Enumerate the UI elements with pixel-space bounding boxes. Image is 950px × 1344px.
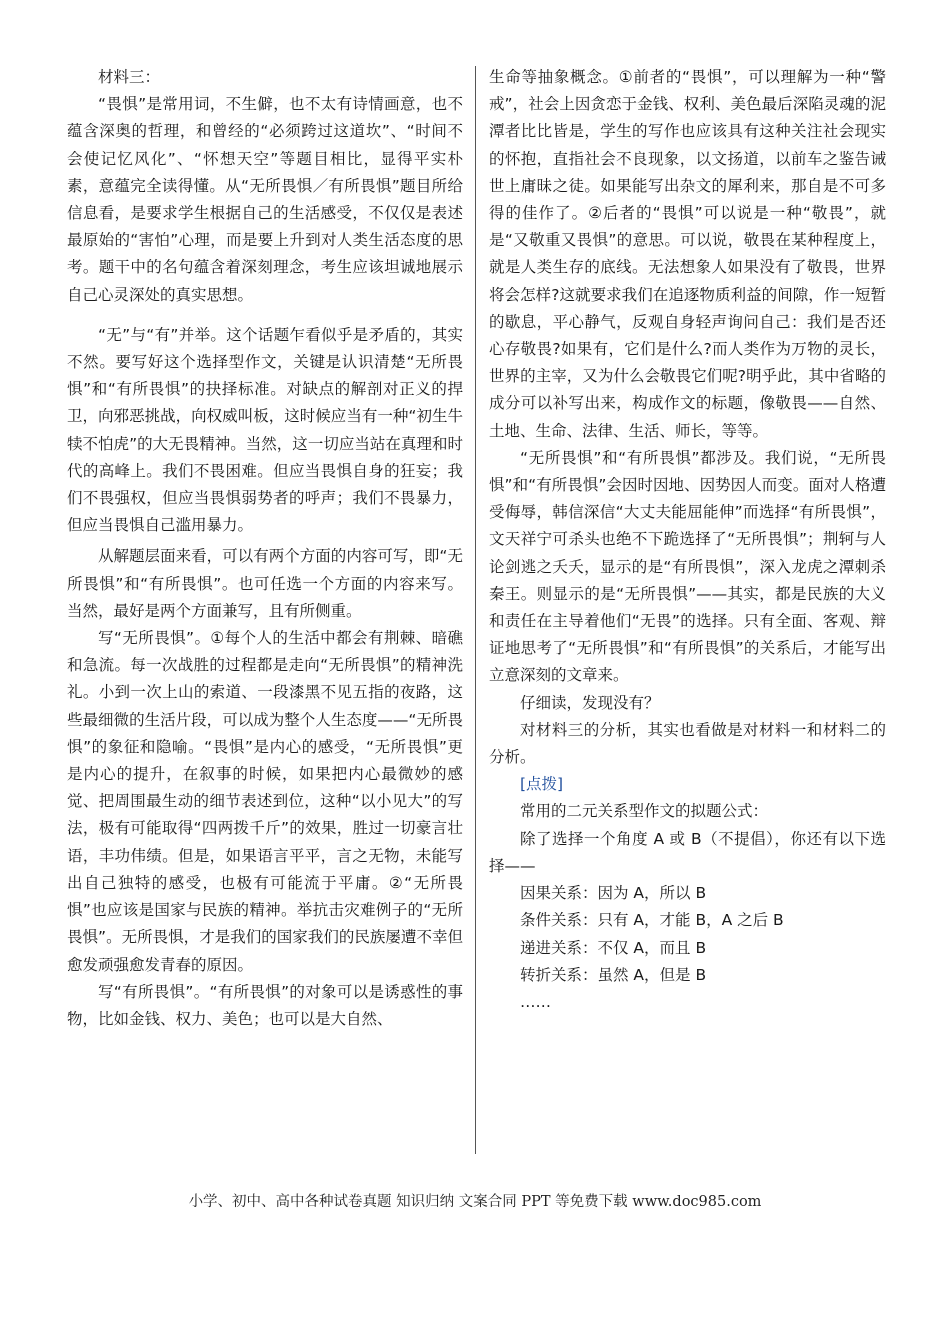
left-paragraph-4: 写“无所畏惧”。①每个人的生活中都会有荆棘、暗礁和急流。每一次战胜的过程都是走向“无所畏惧”的精神洗礼。小到一次上山的索道、一段漆黑不见五指的夜路，这些最细微的生活片段，可以成为整个人生态度——“无所畏惧”的象征和隐喻。“畏惧”是内心的感受，“无所畏惧”更是内心的提升，在叙事的时候，如果把内心最微妙的感觉、把周围最生动的细节表述到位，这种“以小见大”的写法，极有可能取得“四两拨千斤”的效果，胜过一切豪言壮语，丰功伟绩。但是，如果语言平平，言之无物，未能写出自己独特的感受，也极有可能流于平庸。②“无所畏惧”也应该是国家与民族的精神。举抗击灾难例子的“无所畏惧”。无所畏惧，才是我们的国家我们的民族屡遭不幸但愈发顽强愈发青春的原因。 bbox=[67, 629, 463, 974]
formula-progression: 递进关系：不仅 A，而且 B bbox=[520, 938, 707, 957]
right-paragraph-3: 仔细读，发现没有？ bbox=[520, 693, 660, 712]
ellipsis: …… bbox=[520, 992, 551, 1011]
right-paragraph-2: “无所畏惧”和“有所畏惧”都涉及。我们说，“无所畏惧”和“有所畏惧”会因时因地、因势因人而变。面对人格遭受侮辱，韩信深信“大丈夫能屈能伸”而选择“有所畏惧”，文天祥宁可杀头也绝不下跪选择了“无所畏惧”；荆轲与人论剑逃之夭夭，显示的是“有所畏惧”，深入龙虎之潭刺杀秦王。则显示的是“无所畏惧”——其实，都是民族的大义和责任在主导着他们“无畏”的选择。只有全面、客观、辩证地思考了“无所畏惧”和“有所畏惧”的关系后，才能写出立意深刻的文章来。 bbox=[489, 448, 886, 685]
material-heading: 材料三： bbox=[98, 68, 161, 86]
tip-label: [点拨] bbox=[520, 775, 564, 794]
formula-transition: 转折关系：虽然 A，但是 B bbox=[520, 965, 707, 984]
formula-cause-effect: 因果关系：因为 A，所以 B bbox=[520, 884, 707, 903]
column-divider bbox=[475, 66, 476, 1154]
left-paragraph-1: “畏惧”是常用词，不生僻，也不太有诗情画意，也不蕴含深奥的哲理，和曾经的“必须跨过这道坎”、“时间不会使记忆风化”、“怀想天空”等题目相比，显得平实朴素，意蕴完全读得懂。从“无所畏惧／有所畏惧”题目所给信息看，是要求学生根据自己的生活感受，不仅仅是表述最原始的“害怕”心理，而是要上升到对人类生活态度的思考。题干中的名句蕴含着深刻理念，考生应该坦诚地展示自己心灵深处的真实思想。 bbox=[67, 95, 463, 304]
formula-condition: 条件关系：只有 A，才能 B，A 之后 B bbox=[520, 911, 784, 930]
right-paragraph-1: 生命等抽象概念。①前者的“畏惧”，可以理解为一种“警戒”，社会上因贪恋于金钱、权利、美色最后深陷灵魂的泥潭者比比皆是，学生的写作也应该具有这种关注社会现实的怀抱，直指社会不良现象，以文扬道，以前车之鉴告诫世上庸昧之徒。如果能写出杂文的犀利来，那自是不可多得的佳作了。②后者的“畏惧”可以说是一种“敬畏”，就是“又敬重又畏惧”的意思。可以说，敬畏在某种程度上，就是人类生存的底线。无法想象人如果没有了敬畏，世界将会怎样?这就要求我们在追逐物质利益的间隙，作一短暂的歇息，平心静气，反观自身轻声询问自己：我们是否还心存敬畏?如果有，它们是什么?而人类作为万物的灵长，世界的主宰，又为什么会敬畏它们呢?明乎此，其中省略的成分可以补写出来，构成作文的标题，像敬畏——自然、土地、生命、法律、生活、师长，等等。 bbox=[489, 68, 886, 440]
formula-intro: 除了选择一个角度 A 或 B（不提倡），你还有以下选择—— bbox=[489, 829, 886, 875]
left-paragraph-3: 从解题层面来看，可以有两个方面的内容可写，即“无所畏惧”和“有所畏惧”。也可任选一个方面的内容来写。当然，最好是两个方面兼写，且有所侧重。 bbox=[67, 547, 463, 620]
formula-title: 常用的二元关系型作文的拟题公式： bbox=[520, 802, 769, 821]
left-paragraph-2: “无”与“有”并举。这个话题乍看似乎是矛盾的，其实不然。要写好这个选择型作文，关键是认识清楚“无所畏惧”和“有所畏惧”的抉择标准。对缺点的解剖对正义的捍卫，向邪恶挑战，向权威叫板，这时候应当有一种“初生牛犊不怕虎”的大无畏精神。当然，这一切应当站在真理和时代的高峰上。我们不畏困难。但应当畏惧自身的狂妄；我们不畏强权，但应当畏惧弱势者的呼声；我们不畏暴力，但应当畏惧自己滥用暴力。 bbox=[67, 325, 463, 535]
left-column bbox=[67, 64, 463, 1033]
left-paragraph-5: 写“有所畏惧”。“有所畏惧”的对象可以是诱惑性的事物，比如金钱、权力、美色；也可以是大自然、 bbox=[67, 982, 463, 1028]
page-footer: 小学、初中、高中各种试卷真题 知识归纳 文案合同 PPT 等免费下载 www.doc985.com bbox=[188, 1194, 762, 1210]
right-column bbox=[489, 64, 886, 1016]
right-paragraph-4: 对材料三的分析，其实也看做是对材料一和材料二的分析。 bbox=[489, 720, 886, 767]
